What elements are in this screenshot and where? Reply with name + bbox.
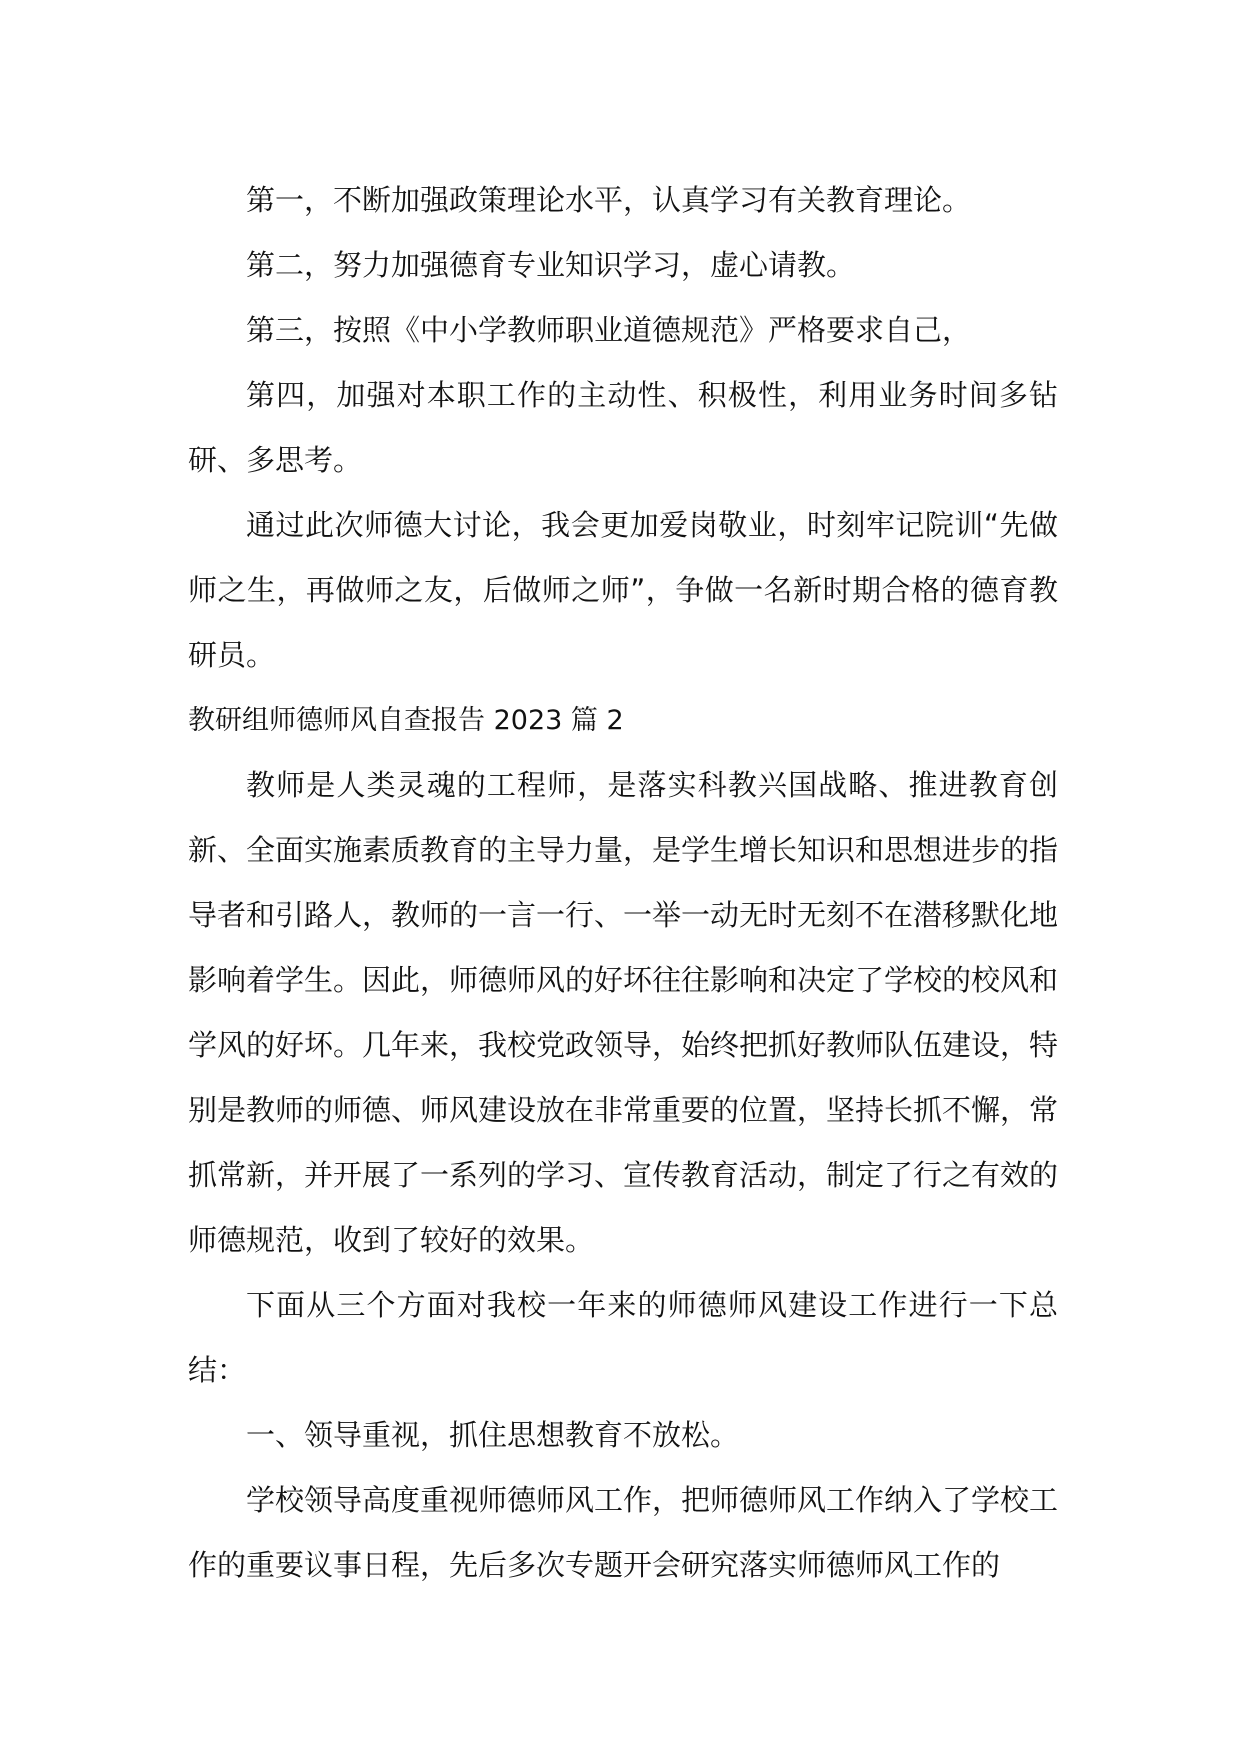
- paragraph-1: 第一，不断加强政策理论水平，认真学习有关教育理论。: [246, 183, 972, 217]
- paragraph-4: 第四，加强对本职工作的主动性、积极性，利用业务时间多钻研、多思考。: [188, 378, 1058, 477]
- paragraph-2: 第二，努力加强德育专业知识学习，虚心请教。: [246, 248, 856, 282]
- paragraph-9: 学校领导高度重视师德师风工作，把师德师风工作纳入了学校工作的重要议事日程，先后多次专题开会研究落实师德师风工作的: [188, 1483, 1059, 1582]
- paragraph-5: 通过此次师德大讨论，我会更加爱岗敬业，时刻牢记院训“先做师之生，再做师之友，后做师之师”，争做一名新时期合格的德育教研员。: [188, 508, 1058, 672]
- paragraph-3: 第三，按照《中小学教师职业道德规范》严格要求自己，: [246, 313, 972, 347]
- paragraph-8: 一、领导重视，抓住思想教育不放松。: [246, 1418, 740, 1452]
- document-page: [188, 168, 1058, 1598]
- paragraph-6: 教师是人类灵魂的工程师，是落实科教兴国战略、推进教育创新、全面实施素质教育的主导力量，是学生增长知识和思想进步的指导者和引路人，教师的一言一行、一举一动无时无刻不在潜移默化地影响着学生。因此，师德师风的好坏往往影响和决定了学校的校风和学风的好坏。几年来，我校党政领导，始终把抓好教师队伍建设，特别是教师的师德、师风建设放在非常重要的位置，坚持长抓不懈，常抓常新，并开展了一系列的学习、宣传教育活动，制定了行之有效的师德规范，收到了较好的效果。: [188, 768, 1059, 1257]
- section-heading: 教研组师德师风自查报告 2023 篇 2: [188, 705, 624, 736]
- paragraph-7: 下面从三个方面对我校一年来的师德师风建设工作进行一下总结：: [188, 1288, 1058, 1387]
